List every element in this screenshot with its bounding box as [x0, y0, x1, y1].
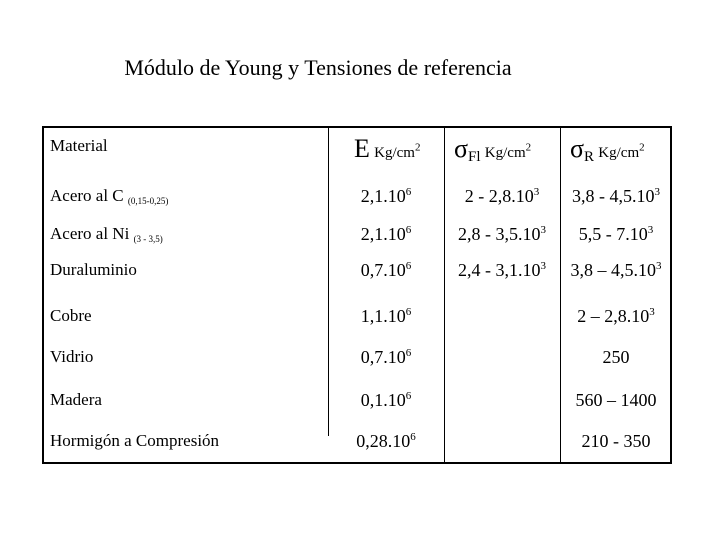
- material-name: [50, 260, 137, 280]
- e-exponent: 6: [405, 260, 412, 272]
- r-mantissa: 2 – 2,8.10: [577, 306, 650, 326]
- r-exponent: 3: [656, 260, 662, 272]
- e-exponent: 6: [405, 186, 412, 198]
- e-unit: Kg/cm: [374, 145, 415, 161]
- material-name: [50, 186, 168, 206]
- r-value: [560, 186, 672, 207]
- r-mantissa: 250: [602, 347, 630, 367]
- column-divider: [444, 128, 445, 462]
- column-divider: [560, 128, 561, 462]
- r-exponent: 3: [647, 224, 654, 236]
- e-value: [328, 224, 444, 245]
- material-name: [50, 224, 163, 244]
- header-material: Material: [50, 136, 108, 155]
- r-mantissa: 210 - 350: [581, 431, 651, 451]
- header-e: [354, 134, 420, 164]
- r-mantissa: 5,5 - 7.10: [578, 224, 648, 244]
- e-exponent: 6: [405, 390, 412, 402]
- material-label: Duraluminio: [50, 260, 137, 279]
- e-mantissa: 2,1.10: [360, 224, 406, 244]
- e-value: [328, 306, 444, 327]
- unit-exponent: 2: [639, 141, 645, 154]
- sigma-symbol: σ: [570, 134, 585, 163]
- fl-value: [444, 224, 560, 245]
- e-value: [328, 186, 444, 207]
- header-fl: [454, 134, 531, 164]
- e-mantissa: 1,1.10: [360, 306, 406, 326]
- r-value: [560, 390, 672, 411]
- r-value: [560, 306, 672, 327]
- r-exponent: 3: [654, 186, 660, 198]
- fl-value: [444, 260, 560, 281]
- e-mantissa: 2,1.10: [360, 186, 406, 206]
- header-r: [570, 134, 645, 164]
- r-mantissa: 3,8 - 4,5.10: [572, 186, 655, 206]
- r-value: [560, 260, 672, 281]
- fl-exponent: 3: [540, 224, 546, 236]
- r-value: [560, 347, 672, 368]
- fl-mantissa: 2 - 2,8.10: [464, 186, 534, 206]
- material-label: Cobre: [50, 306, 92, 325]
- fl-mantissa: 2,4 - 3,1.10: [458, 260, 541, 280]
- composition-subscript: (3 - 3,5): [133, 234, 163, 244]
- sigma-symbol: σ: [454, 134, 469, 163]
- fl-exponent: 3: [533, 186, 540, 198]
- material-label: Acero al Ni: [50, 224, 130, 243]
- r-subscript: R: [584, 149, 595, 165]
- r-exponent: 3: [649, 306, 655, 318]
- r-mantissa: 560 – 1400: [575, 390, 657, 410]
- page-title: Módulo de Young y Tensiones de referencia: [124, 55, 512, 80]
- table-header: [44, 132, 670, 172]
- material-name: [50, 390, 102, 410]
- fl-unit: Kg/cm: [484, 145, 526, 161]
- e-mantissa: 0,28.10: [356, 431, 411, 451]
- r-value: [560, 431, 672, 452]
- e-exponent: 6: [405, 347, 412, 359]
- e-exponent: 6: [405, 224, 412, 236]
- e-exponent: 6: [405, 306, 412, 318]
- material-name: [50, 347, 93, 367]
- e-value: [328, 390, 444, 411]
- e-mantissa: 0,1.10: [360, 390, 406, 410]
- e-value: [328, 347, 444, 368]
- composition-subscript: (0,15-0,25): [127, 196, 169, 206]
- e-value: [328, 260, 444, 281]
- r-mantissa: 3,8 – 4,5.10: [570, 260, 656, 280]
- material-label: Acero al C: [50, 186, 124, 205]
- e-exponent: 6: [410, 431, 416, 443]
- material-name: [50, 431, 219, 451]
- unit-exponent: 2: [525, 141, 532, 154]
- fl-subscript: Fl: [468, 149, 481, 165]
- e-value: [328, 431, 444, 452]
- e-mantissa: 0,7.10: [360, 260, 406, 280]
- fl-exponent: 3: [540, 260, 546, 272]
- unit-exponent: 2: [414, 141, 421, 154]
- r-value: [560, 224, 672, 245]
- material-label: Madera: [50, 390, 102, 409]
- material-name: [50, 306, 92, 326]
- fl-mantissa: 2,8 - 3,5.10: [458, 224, 541, 244]
- material-label: Hormigón a Compresión: [50, 431, 220, 450]
- fl-value: [444, 186, 560, 207]
- e-mantissa: 0,7.10: [360, 347, 406, 367]
- material-label: Vidrio: [50, 347, 94, 366]
- r-unit: Kg/cm: [598, 145, 640, 161]
- properties-table: [42, 126, 672, 464]
- e-symbol: E: [354, 134, 370, 163]
